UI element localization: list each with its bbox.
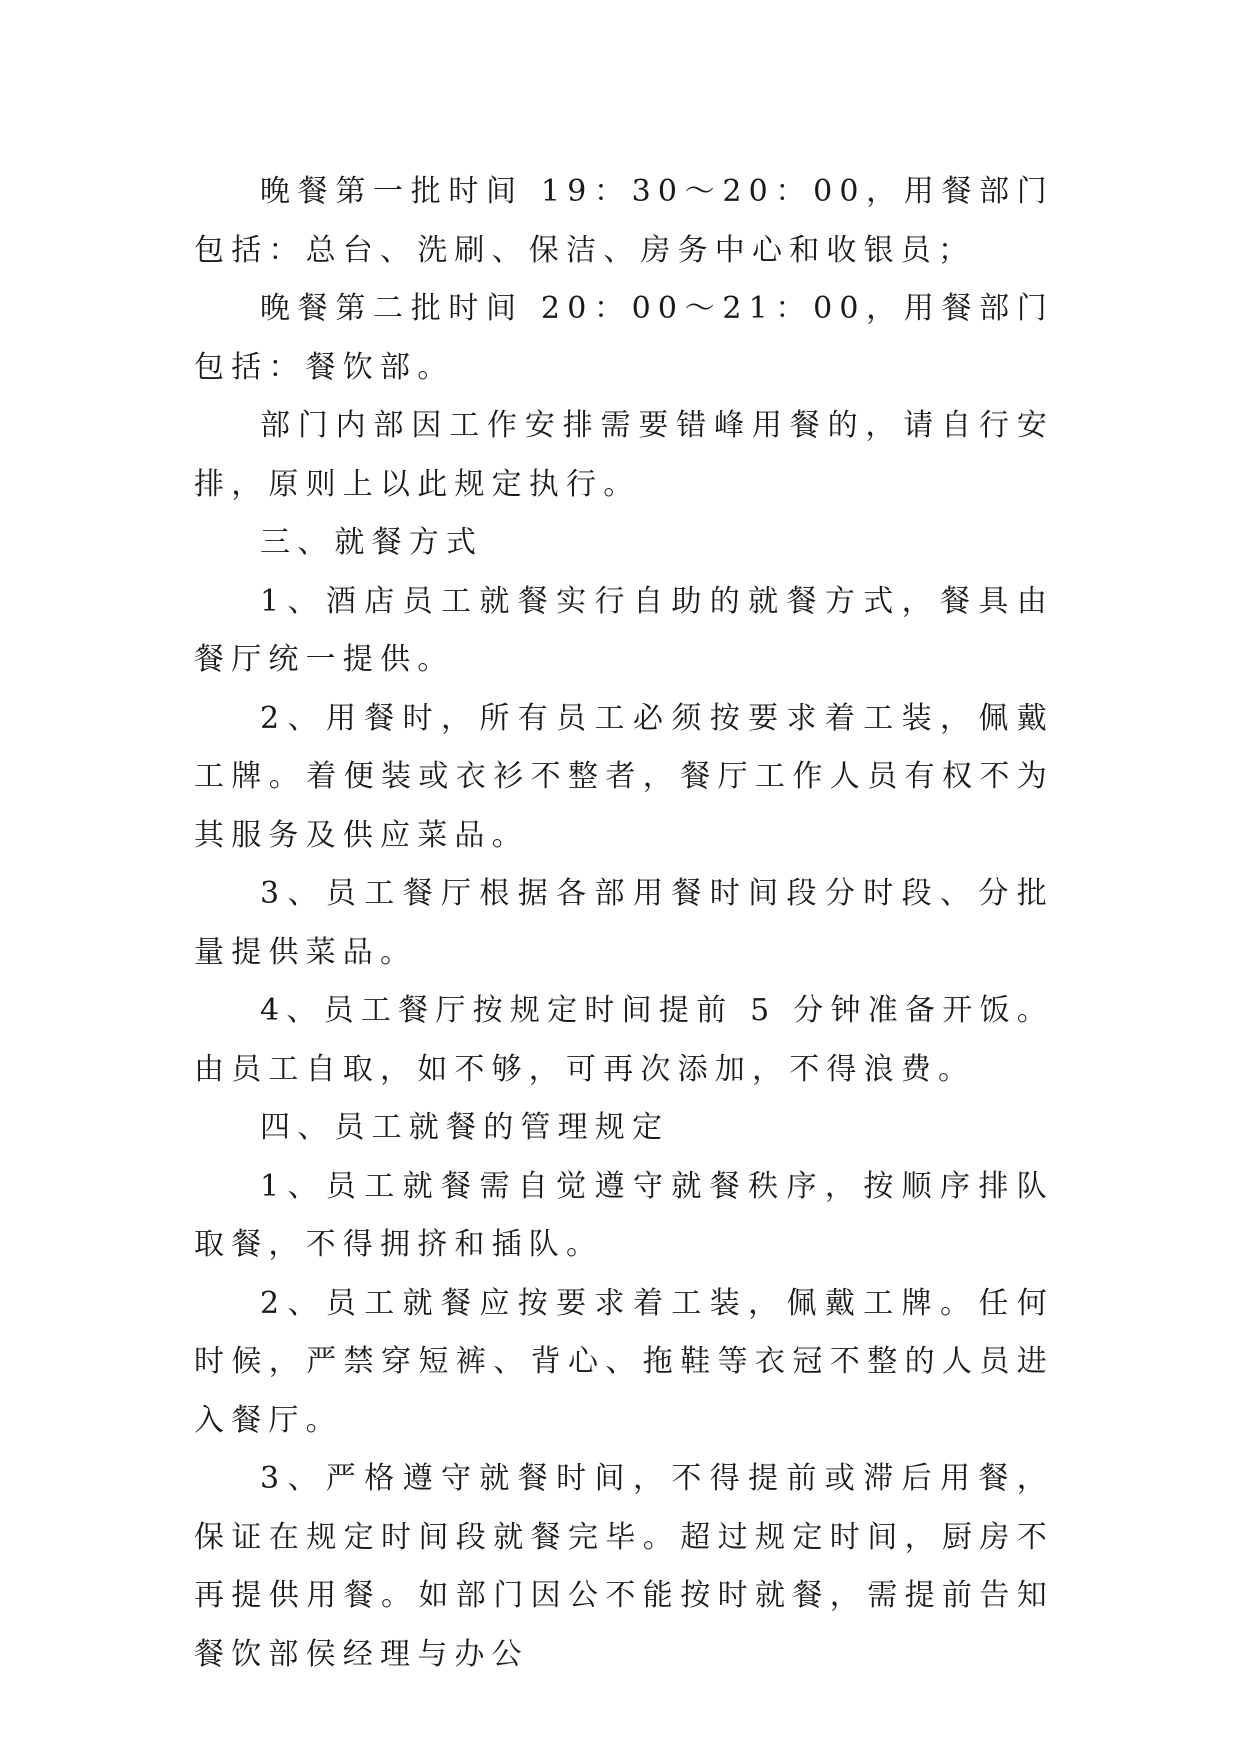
paragraph-method-1: 1、酒店员工就餐实行自助的就餐方式，餐具由餐厅统一提供。 — [194, 583, 1054, 677]
paragraph-method-2: 2、用餐时，所有员工必须按要求着工装，佩戴工牌。着便装或衣衫不整者，餐厅工作人员有权不为其服务及供应菜品。 — [194, 700, 1054, 853]
paragraph-rule-1: 1、员工就餐需自觉遵守就餐秩序，按顺序排队取餐，不得拥挤和插队。 — [194, 1168, 1054, 1262]
paragraph-dinner-batch-1: 晚餐第一批时间 19：30～20：00，用餐部门包括：总台、洗刷、保洁、房务中心和收银员； — [194, 174, 1054, 268]
section-heading-dining-method: 三、就餐方式 — [260, 525, 484, 560]
section-heading-management-rules: 四、员工就餐的管理规定 — [260, 1110, 670, 1145]
document-body — [194, 163, 1054, 1684]
paragraph-method-4: 4、员工餐厅按规定时间提前 5 分钟准备开饭。由员工自取，如不够，可再次添加，不得浪费。 — [194, 993, 1054, 1087]
paragraph-method-3: 3、员工餐厅根据各部用餐时间段分时段、分批量提供菜品。 — [194, 876, 1054, 970]
paragraph-rule-2: 2、员工就餐应按要求着工装，佩戴工牌。任何时候，严禁穿短裤、背心、拖鞋等衣冠不整的人员进入餐厅。 — [194, 1285, 1054, 1438]
paragraph-dinner-batch-2: 晚餐第二批时间 20：00～21：00，用餐部门包括：餐饮部。 — [194, 291, 1054, 385]
paragraph-staggered-meals: 部门内部因工作安排需要错峰用餐的，请自行安排，原则上以此规定执行。 — [194, 408, 1054, 502]
paragraph-rule-3: 3、严格遵守就餐时间，不得提前或滞后用餐，保证在规定时间段就餐完毕。超过规定时间，厨房不再提供用餐。如部门因公不能按时就餐，需提前告知餐饮部侯经理与办公 — [194, 1461, 1054, 1672]
